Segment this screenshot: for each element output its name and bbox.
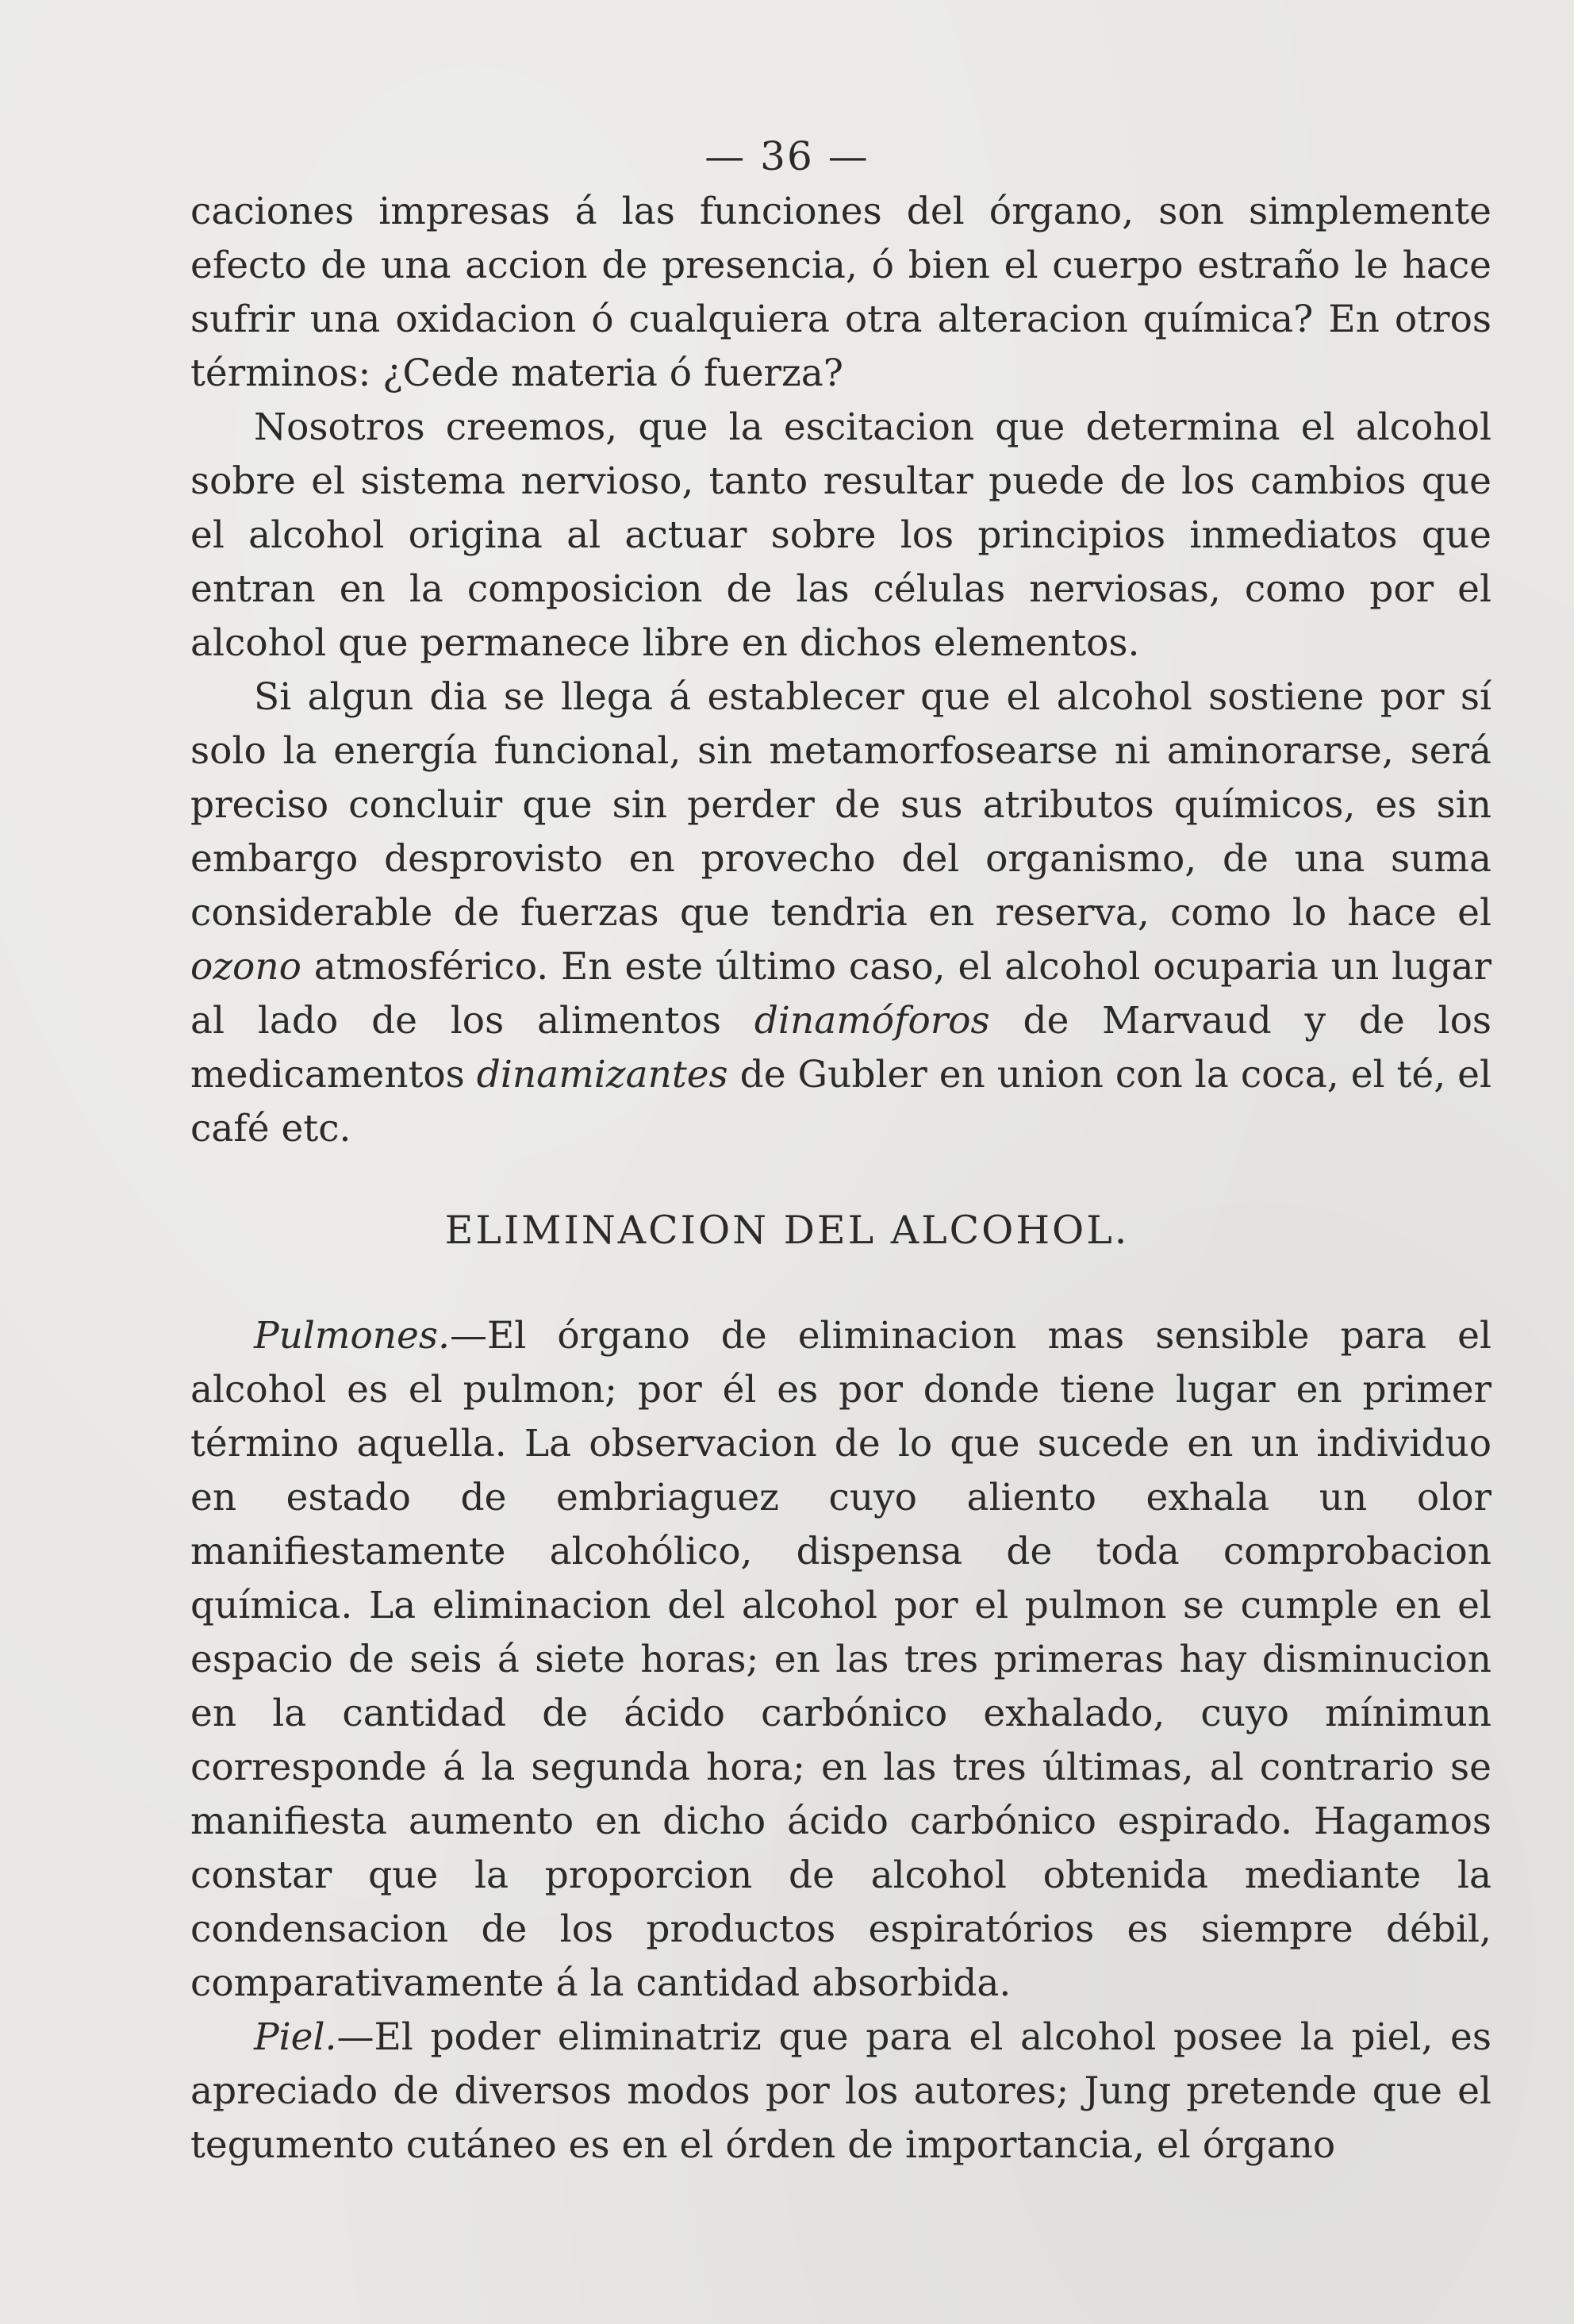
section-heading: ELIMINACION DEL ALCOHOL. [444, 1208, 1130, 1253]
paragraph-text: atmosférico. En este último caso, el alcohol ocuparia un lugar al lado de los alimentos [190, 945, 1491, 1043]
paragraph-text: Si algun dia se llega á establecer que el alcohol sostiene por sí solo la energía funcional, sin metamorfosearse ni aminorarse, será preciso concluir que sin perder de sus atributos químicos, es sin embargo desprovisto en provecho del organismo, de una suma considerable de fuerzas que tendria en reserva, como lo hace el [190, 675, 1491, 935]
paragraph-nosotros: Nosotros creemos, que la escitacion que determina el alcohol sobre el sistema nervioso, tanto resultar puede de los cambios que el alcohol origina al actuar sobre los principios inmediatos que entran en la composicion de las células nerviosas, como por el alcohol que permanece libre en dichos elementos. [190, 405, 1491, 665]
paragraph-text: de Marvaud y de los medicamentos [190, 999, 1491, 1097]
italic-term-ozono: ozono [190, 945, 301, 989]
section-label-pulmones: Pulmones. [254, 1314, 450, 1358]
page-number: — 36 — [704, 133, 870, 179]
text-block-lower [190, 1309, 1491, 2172]
italic-term-dinamoforos: dinamóforos [754, 999, 990, 1043]
paragraph-continuation: caciones impresas á las funciones del órgano, son simplemente efecto de una accion de presencia, ó bien el cuerpo estraño le hace sufrir una oxidacion ó cualquiera otra alteracion química? En otros términos: ¿Cede materia ó fuerza? [190, 190, 1491, 395]
paragraph-si-algun-dia [190, 670, 1491, 1156]
paragraph-text: de Gubler en union con la coca, el té, el café etc. [190, 1053, 1491, 1150]
paragraph-text: —El poder eliminatriz que para el alcohol posee la piel, es apreciado de diversos modos por los autores; Jung pretende que el tegumento cutáneo es en el órden de importancia, el órgano [190, 2015, 1491, 2167]
text-block-upper [190, 185, 1491, 1156]
paragraph-text: —El órgano de eliminacion mas sensible para el alcohol es el pulmon; por él es por donde tiene lugar en primer término aquella. La observacion de lo que sucede en un individuo en estado de embriaguez cuyo aliento exhala un olor manifiestamente alcohólico, dispensa de toda comprobacion química. La eliminacion del alcohol por el pulmon se cumple en el espacio de seis á siete horas; en las tres primeras hay disminucion en la cantidad de ácido carbónico exhalado, cuyo mínimun corresponde á la segunda hora; en las tres últimas, al contrario se manifiesta aumento en dicho ácido carbónico espirado. Hagamos constar que la proporcion de alcohol obtenida mediante la condensacion de los productos espiratórios es siempre débil, comparativamente á la cantidad absorbida. [190, 1314, 1491, 2005]
paragraph-piel [190, 2011, 1491, 2172]
italic-term-dinamizantes: dinamizantes [476, 1053, 728, 1097]
section-label-piel: Piel. [254, 2015, 337, 2059]
paragraph-pulmones [190, 1309, 1491, 2011]
